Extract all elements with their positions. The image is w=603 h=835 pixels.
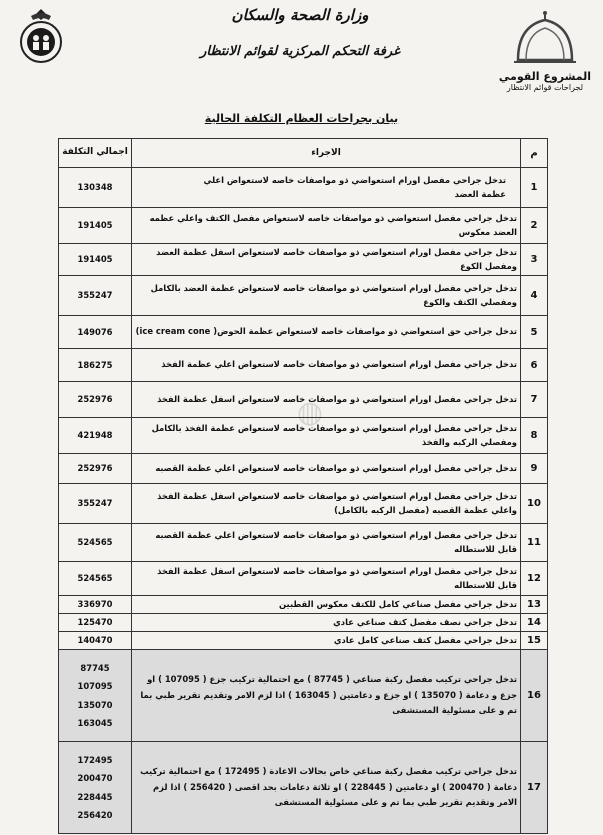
row-cost: 421948 xyxy=(59,418,132,454)
table-row xyxy=(59,454,548,484)
table-header-row xyxy=(59,139,548,168)
row-num: 5 xyxy=(521,316,548,349)
table-row xyxy=(59,382,548,418)
national-project-logo xyxy=(493,10,597,102)
row-num: 16 xyxy=(521,650,548,742)
row-cost: 252976 xyxy=(59,382,132,418)
row-cost: 149076 xyxy=(59,316,132,349)
row-num: 14 xyxy=(521,614,548,632)
row-num: 13 xyxy=(521,596,548,614)
ministry-line: وزارة الصحة والسكان xyxy=(231,6,369,24)
row-cost-list xyxy=(59,650,132,742)
row-cost: 355247 xyxy=(59,484,132,524)
table-row xyxy=(59,484,548,524)
header-cost: اجمالي التكلفة xyxy=(59,139,132,168)
row-procedure: تدخل جراحي مفصل اورام استعواضي ذو مواصفات خاصه لاستعواض اسفل عظمة الفخذ قابل للاستطاله xyxy=(132,562,521,596)
table-row xyxy=(59,208,548,244)
row-procedure: تدخل جراحي مفصل اورام استعواضي ذو مواصفات خاصه لاستعواض اسفل عظمة الفخذ xyxy=(132,382,521,418)
cost-option: 172495 xyxy=(77,754,113,765)
row-cost: 252976 xyxy=(59,454,132,484)
row-procedure: تدخل جراحي مفصل صناعي كامل للكتف معكوس القطبين xyxy=(132,596,521,614)
row-num: 1 xyxy=(521,168,548,208)
row-procedure: تدخل جراحي حق استعواضي ذو مواصفات خاصه لاستعواض عظمة الحوض( ice cream cone) xyxy=(132,316,521,349)
table-row xyxy=(59,276,548,316)
table-row xyxy=(59,742,548,834)
row-cost: 125470 xyxy=(59,614,132,632)
watermark: ◍ xyxy=(296,395,324,430)
row-procedure: تدخل جراحي مفصل اورام استعواضي ذو مواصفات خاصه لاستعواض اسفل عظمة الفخذ واعلي عظمة القصبه (مفصل الركبه بالكامل) xyxy=(132,484,521,524)
row-cost: 336970 xyxy=(59,596,132,614)
table-row xyxy=(59,614,548,632)
row-num: 6 xyxy=(521,349,548,382)
cost-option: 87745 xyxy=(80,662,110,673)
table-row xyxy=(59,349,548,382)
row-procedure: تدخل جراحي تركيب مفصل ركبة صناعي خاص بحالات الاعادة ( 172495 ) مع احتمالية تركيب دعامة ( 200470 ) او دعامتين ( 228445 ) او ثلاثة دعامات بحد اقصى ( 256420 ) اذا لزم الامر وتقديم تقرير طبي بما تم و على مسئولية المستشفى xyxy=(132,742,521,834)
row-num: 8 xyxy=(521,418,548,454)
cost-option: 200470 xyxy=(77,773,113,784)
row-procedure: تدخل جراحي مفصل اورام استعواضي ذو مواصفات خاصه لاستعواض اعلي عظمة القصبه قابل للاستطاله xyxy=(132,524,521,562)
cost-option: 256420 xyxy=(77,809,113,820)
row-num: 3 xyxy=(521,244,548,276)
row-procedure: تدخل جراحي مفصل اورام استعواضي ذو مواصفات خاصه لاستعواض عظمة العضد بالكامل ومفصلي الكتف والكوع xyxy=(132,276,521,316)
control-room-line: غرفة التحكم المركزية لقوائم الانتظار xyxy=(200,44,400,59)
row-procedure: تدخل جراحي تركيب مفصل ركبة صناعي ( 87745 ) مع احتمالية تركيب جزع ( 107095 ) او جزع و دعامة ( 135070 ) او جزع و دعامتين ( 163045 ) اذا لزم الامر وتقديم تقرير طبي بما تم و على مسئولية المستشفى xyxy=(132,650,521,742)
row-cost: 140470 xyxy=(59,632,132,650)
row-num: 11 xyxy=(521,524,548,562)
row-procedure: تدخل جراحي مفصل اورام استعواضي ذو مواصفات خاصه لاستعواض اعلي عظمة الفخذ xyxy=(132,349,521,382)
row-num: 7 xyxy=(521,382,548,418)
cost-option: 163045 xyxy=(77,717,113,728)
row-cost-list xyxy=(59,742,132,834)
table-row xyxy=(59,650,548,742)
page-title: بيان بجراحات العظام التكلفة الحالية xyxy=(204,112,399,125)
row-cost: 186275 xyxy=(59,349,132,382)
row-procedure: تدخل جراحي مفصل استعواضي ذو مواصفات خاصه لاستعواض مفصل الكتف واعلي عظمه العضد معكوس xyxy=(132,208,521,244)
row-procedure: تدخل جراحي مفصل اورام استعواضي ذو مواصفات خاصه لاستعواض اسفل عظمة العضد ومفصل الكوع xyxy=(132,244,521,276)
row-cost: 524565 xyxy=(59,524,132,562)
header-procedure: الاجراء xyxy=(132,139,521,168)
table-row xyxy=(59,596,548,614)
cost-option: 228445 xyxy=(77,791,113,802)
row-num: 4 xyxy=(521,276,548,316)
table-row xyxy=(59,418,548,454)
ministry-emblem-icon xyxy=(11,6,71,68)
table-row xyxy=(59,244,548,276)
row-num: 12 xyxy=(521,562,548,596)
header-num: م xyxy=(521,139,548,168)
row-cost: 191405 xyxy=(59,244,132,276)
ministry-logo xyxy=(6,6,76,68)
row-procedure: تدخل جراحي نصف مفصل كتف صناعي عادي xyxy=(132,614,521,632)
row-num: 15 xyxy=(521,632,548,650)
cost-option: 135070 xyxy=(77,699,113,710)
ministry-heading xyxy=(200,6,400,59)
row-procedure: تدخل جراحي مفصل اورام استعواضي ذو مواصفات خاصه لاستعواض اعلي عظمة القصبه xyxy=(132,454,521,484)
table-row xyxy=(59,316,548,349)
row-procedure: تدخل جراحي مفصل كتف صناعي كامل عادي xyxy=(132,632,521,650)
table-row xyxy=(59,562,548,596)
dome-logo-icon xyxy=(510,10,580,68)
row-num: 9 xyxy=(521,454,548,484)
cost-option: 107095 xyxy=(77,681,113,692)
row-cost: 130348 xyxy=(59,168,132,208)
row-num: 17 xyxy=(521,742,548,834)
procedures-table xyxy=(58,138,548,834)
row-cost: 191405 xyxy=(59,208,132,244)
table-row xyxy=(59,632,548,650)
logo-title: المشروع القومي xyxy=(498,70,592,83)
row-num: 2 xyxy=(521,208,548,244)
row-procedure: تدخل جراحي مفصل اورام استعواضي ذو مواصفات خاصه لاستعواض عظمة الفخذ بالكامل ومفصلي الركبه والفخذ xyxy=(132,418,521,454)
row-cost: 355247 xyxy=(59,276,132,316)
table-row xyxy=(59,524,548,562)
row-num: 10 xyxy=(521,484,548,524)
row-cost: 524565 xyxy=(59,562,132,596)
logo-subtitle: لجراحات قوائم الانتظار xyxy=(506,83,584,92)
table-row xyxy=(59,168,548,208)
row-procedure: تدخل جراحي مفصل اورام استعواضي ذو مواصفات خاصه لاستعواض اعلي عظمة العضد xyxy=(132,168,521,208)
